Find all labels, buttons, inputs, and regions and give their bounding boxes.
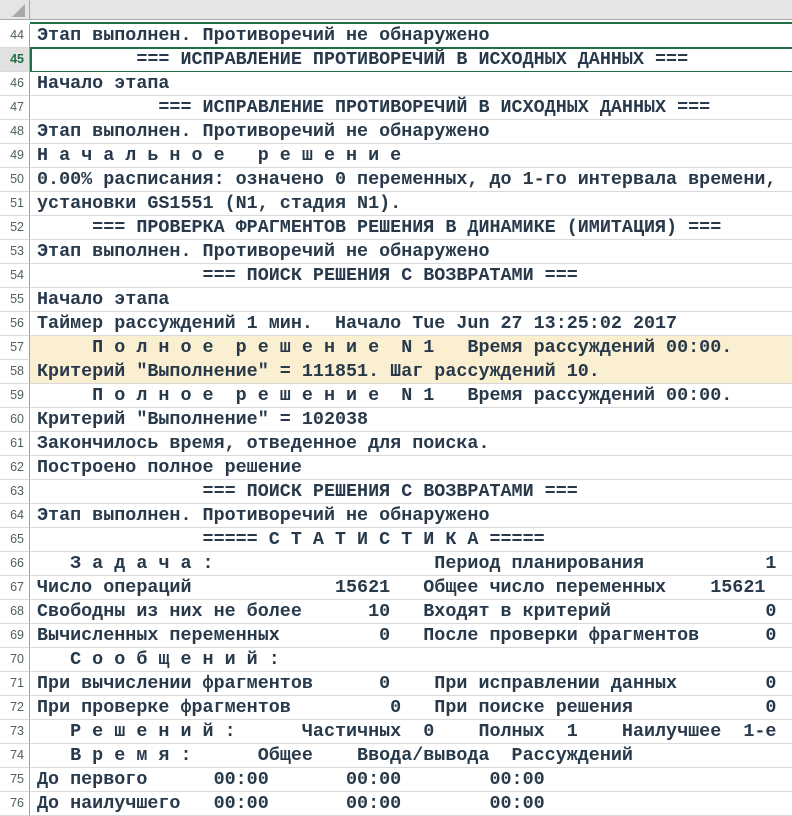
table-row xyxy=(0,600,792,624)
table-row xyxy=(0,264,792,288)
row-cell[interactable] xyxy=(30,576,792,600)
cell-text: Свободны из них не более 10 Входят в критерий 0 xyxy=(37,601,777,622)
row-header[interactable]: 54 xyxy=(0,264,30,288)
table-row xyxy=(0,744,792,768)
row-cell[interactable] xyxy=(30,120,792,144)
select-all-corner[interactable] xyxy=(0,0,30,20)
row-cell[interactable] xyxy=(30,288,792,312)
row-cell[interactable] xyxy=(30,72,792,96)
cell-text: === ПРОВЕРКА ФРАГМЕНТОВ РЕШЕНИЯ В ДИНАМИКЕ (ИМИТАЦИЯ) === xyxy=(37,217,722,238)
row-cell[interactable] xyxy=(30,336,792,360)
row-cell[interactable] xyxy=(30,432,792,456)
row-cell[interactable] xyxy=(30,24,792,48)
column-header-strip[interactable] xyxy=(0,0,792,20)
table-row xyxy=(0,648,792,672)
row-cell[interactable] xyxy=(30,408,792,432)
cell-text: === ИСПРАВЛЕНИЕ ПРОТИВОРЕЧИЙ В ИСХОДНЫХ ДАННЫХ === xyxy=(37,49,689,70)
row-header[interactable]: 44 xyxy=(0,24,30,48)
cell-text: П о л н о е р е ш е н и е N 1 Время рассуждений 00:00. xyxy=(37,337,733,358)
row-header[interactable]: 56 xyxy=(0,312,30,336)
row-cell[interactable] xyxy=(30,720,792,744)
table-row xyxy=(0,624,792,648)
row-header[interactable]: 55 xyxy=(0,288,30,312)
row-header[interactable]: 51 xyxy=(0,192,30,216)
cell-text: Построено полное решение xyxy=(37,457,302,478)
row-cell[interactable] xyxy=(30,600,792,624)
table-row xyxy=(0,48,792,72)
cell-text: Закончилось время, отведенное для поиска. xyxy=(37,433,490,454)
row-header[interactable]: 53 xyxy=(0,240,30,264)
row-header[interactable]: 63 xyxy=(0,480,30,504)
cell-text: Вычисленных переменных 0 После проверки фрагментов 0 xyxy=(37,625,777,646)
row-header[interactable]: 59 xyxy=(0,384,30,408)
table-row xyxy=(0,480,792,504)
cell-text: ===== С Т А Т И С Т И К А ===== xyxy=(37,529,545,550)
cell-text: Начало этапа xyxy=(37,289,170,310)
cell-text: При вычислении фрагментов 0 При исправлении данных 0 xyxy=(37,673,777,694)
cell-text: П о л н о е р е ш е н и е N 1 Время рассуждений 00:00. xyxy=(37,385,733,406)
cell-text: При проверке фрагментов 0 При поиске решения 0 xyxy=(37,697,777,718)
cell-text: До первого 00:00 00:00 00:00 xyxy=(37,769,545,790)
table-row xyxy=(0,96,792,120)
table-row xyxy=(0,384,792,408)
row-cell[interactable] xyxy=(30,648,792,672)
table-row xyxy=(0,192,792,216)
row-cell[interactable] xyxy=(30,744,792,768)
row-cell[interactable] xyxy=(30,384,792,408)
cell-text: === ПОИСК РЕШЕНИЯ С ВОЗВРАТАМИ === xyxy=(37,265,578,286)
row-cell[interactable] xyxy=(30,216,792,240)
cell-text: Этап выполнен. Противоречий не обнаружено xyxy=(37,25,490,46)
row-header[interactable]: 49 xyxy=(0,144,30,168)
row-header[interactable]: 68 xyxy=(0,600,30,624)
cell-text: Критерий "Выполнение" = 102038 xyxy=(37,409,369,430)
row-header[interactable]: 62 xyxy=(0,456,30,480)
row-cell[interactable] xyxy=(30,240,792,264)
row-header[interactable]: 71 xyxy=(0,672,30,696)
cell-text: 0.00% расписания: означено 0 переменных, до 1-го интервала времени, xyxy=(37,169,777,190)
table-row xyxy=(0,312,792,336)
cell-text: Р е ш е н и й : Частичных 0 Полных 1 Наилучшее 1-е xyxy=(37,721,777,742)
row-cell[interactable] xyxy=(30,168,792,192)
row-header[interactable]: 67 xyxy=(0,576,30,600)
cell-text: === ИСПРАВЛЕНИЕ ПРОТИВОРЕЧИЙ В ИСХОДНЫХ ДАННЫХ === xyxy=(37,97,711,118)
table-row xyxy=(0,216,792,240)
cell-text: Н а ч а л ь н о е р е ш е н и е xyxy=(37,145,402,166)
table-row xyxy=(0,72,792,96)
cell-text: Критерий "Выполнение" = 111851. Шаг рассуждений 10. xyxy=(37,361,600,382)
cell-text: Этап выполнен. Противоречий не обнаружено xyxy=(37,505,490,526)
table-row xyxy=(0,504,792,528)
cell-text: Число операций 15621 Общее число переменных 15621 xyxy=(37,577,766,598)
table-row xyxy=(0,696,792,720)
row-header[interactable]: 52 xyxy=(0,216,30,240)
row-cell[interactable] xyxy=(30,360,792,384)
row-header[interactable]: 45 xyxy=(0,48,30,72)
row-header[interactable]: 58 xyxy=(0,360,30,384)
row-cell[interactable] xyxy=(30,312,792,336)
row-header[interactable]: 48 xyxy=(0,120,30,144)
table-row xyxy=(0,120,792,144)
table-row xyxy=(0,24,792,48)
row-cell[interactable] xyxy=(30,192,792,216)
row-header[interactable]: 73 xyxy=(0,720,30,744)
row-header[interactable]: 65 xyxy=(0,528,30,552)
row-header[interactable]: 70 xyxy=(0,648,30,672)
row-cell[interactable] xyxy=(30,768,792,792)
row-header[interactable]: 66 xyxy=(0,552,30,576)
row-header[interactable]: 50 xyxy=(0,168,30,192)
row-header[interactable]: 74 xyxy=(0,744,30,768)
table-row xyxy=(0,792,792,816)
row-cell[interactable] xyxy=(30,96,792,120)
row-cell[interactable] xyxy=(30,624,792,648)
row-cell[interactable] xyxy=(30,528,792,552)
table-row xyxy=(0,552,792,576)
row-header[interactable]: 47 xyxy=(0,96,30,120)
table-row xyxy=(0,432,792,456)
rows-container xyxy=(0,24,792,816)
cell-text: === ПОИСК РЕШЕНИЯ С ВОЗВРАТАМИ === xyxy=(37,481,578,502)
row-header[interactable]: 60 xyxy=(0,408,30,432)
cell-text: С о о б щ е н и й : xyxy=(37,649,280,670)
row-cell[interactable] xyxy=(30,672,792,696)
row-header[interactable]: 72 xyxy=(0,696,30,720)
table-row xyxy=(0,240,792,264)
row-cell[interactable] xyxy=(30,144,792,168)
table-row xyxy=(0,768,792,792)
row-cell[interactable] xyxy=(30,48,792,72)
row-header[interactable]: 57 xyxy=(0,336,30,360)
row-header[interactable]: 76 xyxy=(0,792,30,816)
row-header[interactable]: 69 xyxy=(0,624,30,648)
cell-text: З а д а ч а : Период планирования 1 xyxy=(37,553,777,574)
cell-text: установки GS1551 (N1, стадия N1). xyxy=(37,193,402,214)
cell-text: До наилучшего 00:00 00:00 00:00 xyxy=(37,793,545,814)
cell-text: В р е м я : Общее Ввода/вывода Рассуждений xyxy=(37,745,633,766)
row-header[interactable]: 46 xyxy=(0,72,30,96)
table-row xyxy=(0,144,792,168)
cell-text: Таймер рассуждений 1 мин. Начало Tue Jun 27 13:25:02 2017 xyxy=(37,313,678,334)
select-all-triangle-icon xyxy=(12,4,25,17)
table-row xyxy=(0,288,792,312)
table-row xyxy=(0,168,792,192)
table-row xyxy=(0,528,792,552)
table-row xyxy=(0,672,792,696)
table-row xyxy=(0,456,792,480)
cell-text: Этап выполнен. Противоречий не обнаружено xyxy=(37,241,490,262)
row-header[interactable]: 75 xyxy=(0,768,30,792)
row-cell[interactable] xyxy=(30,696,792,720)
table-row xyxy=(0,336,792,360)
row-cell[interactable] xyxy=(30,504,792,528)
table-row xyxy=(0,408,792,432)
row-header[interactable]: 61 xyxy=(0,432,30,456)
table-row xyxy=(0,576,792,600)
row-cell[interactable] xyxy=(30,792,792,816)
row-header[interactable]: 64 xyxy=(0,504,30,528)
row-cell[interactable] xyxy=(30,456,792,480)
cell-text: Этап выполнен. Противоречий не обнаружено xyxy=(37,121,490,142)
table-row xyxy=(0,720,792,744)
row-cell[interactable] xyxy=(30,264,792,288)
row-cell[interactable] xyxy=(30,552,792,576)
row-cell[interactable] xyxy=(30,480,792,504)
cell-text: Начало этапа xyxy=(37,73,170,94)
table-row xyxy=(0,360,792,384)
